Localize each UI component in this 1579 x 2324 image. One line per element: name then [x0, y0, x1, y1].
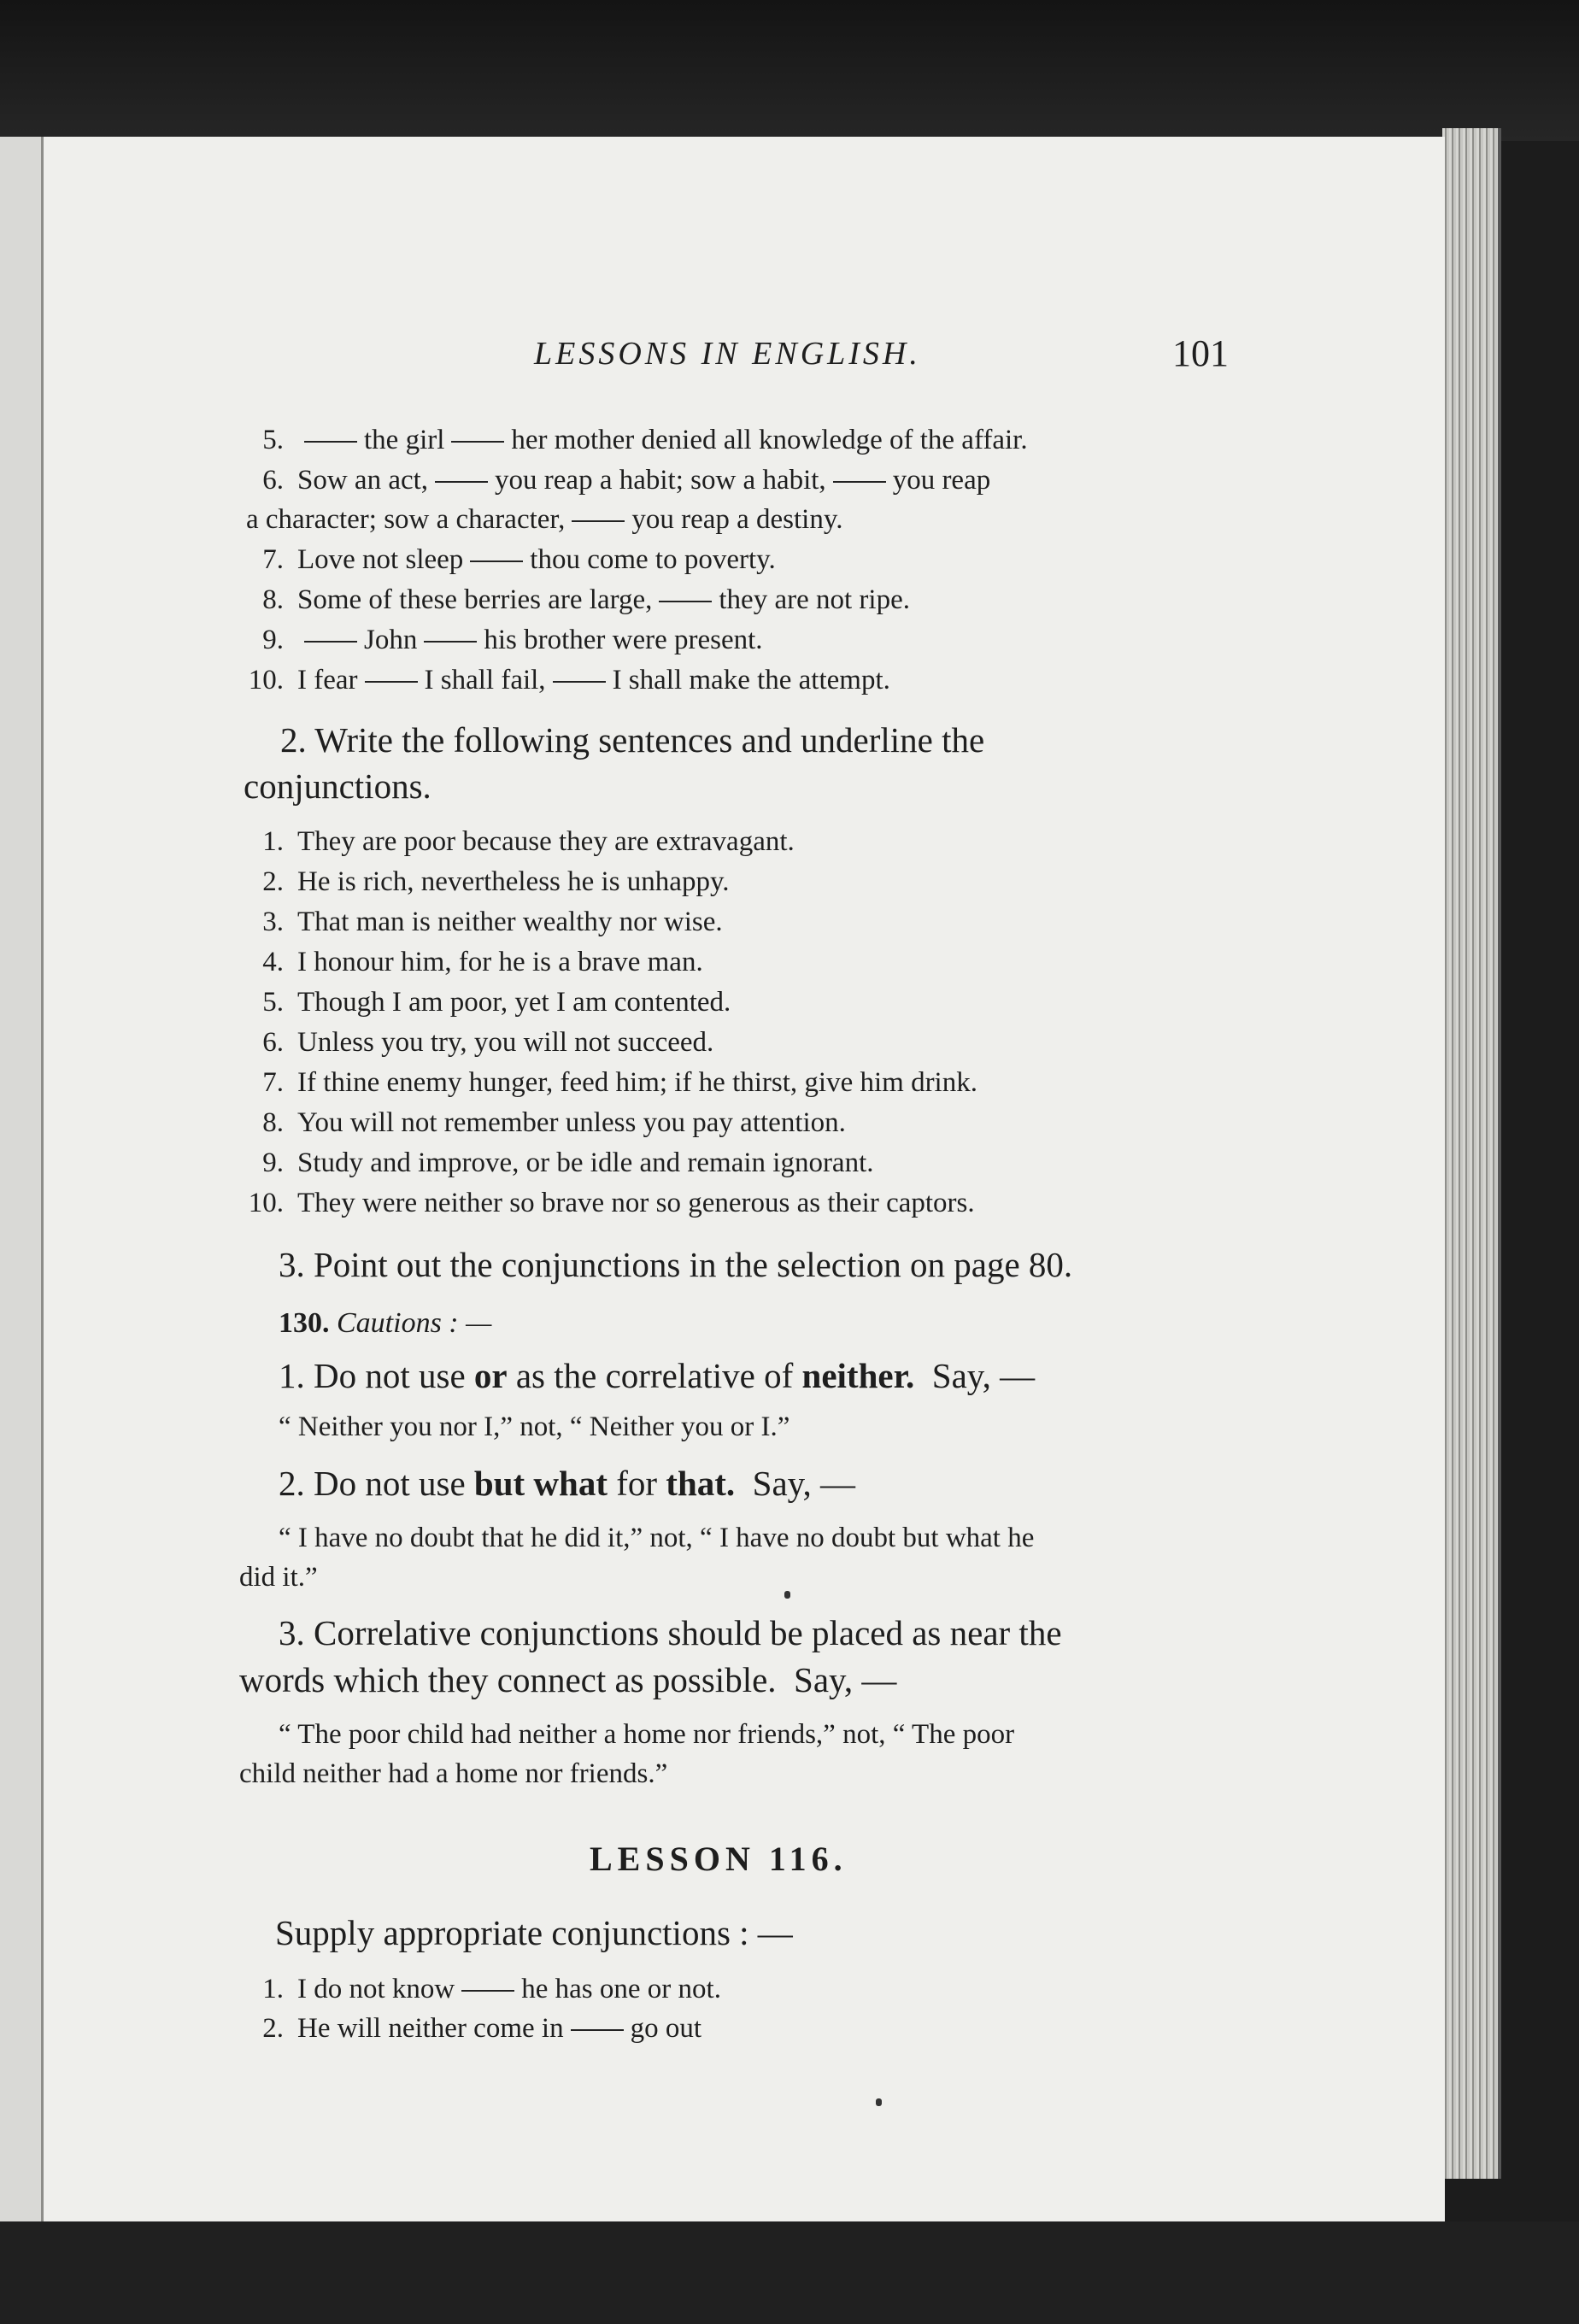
blank	[365, 681, 418, 683]
item-number: 3.	[262, 907, 284, 937]
item-number: 8.	[262, 584, 284, 615]
text: for	[607, 1464, 666, 1503]
caution-2	[279, 1461, 855, 1505]
left-page-edge	[0, 137, 44, 2221]
item-number: 9.	[262, 1147, 284, 1178]
background-bottom	[0, 2221, 1579, 2324]
list-item	[248, 985, 731, 1019]
ink-speck	[784, 1591, 790, 1599]
caution-1	[279, 1353, 1035, 1398]
list-item	[248, 1106, 846, 1140]
item-text: Some of these berries are large,	[297, 584, 653, 615]
blank	[304, 441, 357, 443]
item-text: a character; sow a character,	[246, 504, 566, 535]
text: Say, —	[914, 1356, 1036, 1395]
item-number: 6.	[262, 465, 284, 496]
item-text: they are not ripe.	[719, 584, 910, 615]
item-number: 4.	[262, 947, 284, 977]
running-header: LESSONS IN ENGLISH.	[534, 336, 921, 372]
item-text: You will not remember unless you pay attention.	[297, 1107, 846, 1138]
blank	[435, 481, 488, 483]
item-number: 7.	[262, 544, 284, 575]
text: Say, —	[735, 1464, 855, 1503]
item-text: his brother were present.	[484, 625, 763, 655]
item-number: 5.	[262, 987, 284, 1018]
blank	[451, 441, 504, 443]
item-number: 10.	[248, 1188, 284, 1218]
item-number: 7.	[262, 1067, 284, 1098]
list-item	[248, 2011, 701, 2045]
item-text: They are poor because they are extravagant.	[297, 826, 795, 857]
item-text: He will neither come in	[297, 2013, 564, 2044]
list-item	[248, 1025, 713, 1059]
item-text: you reap	[892, 465, 991, 496]
lesson-title: LESSON 116.	[590, 1840, 848, 1878]
section-number: 130.	[279, 1307, 330, 1339]
list-item	[248, 583, 910, 617]
item-number: 2.	[262, 2013, 284, 2044]
list-item	[248, 623, 763, 657]
caution-3-example: “ The poor child had neither a home nor friends,” not, “ The poor	[279, 1719, 1015, 1750]
item-number: 6.	[262, 1027, 284, 1058]
item-text: Though I am poor, yet I am contented.	[297, 987, 731, 1018]
cautions-heading	[279, 1307, 491, 1340]
item-number: 8.	[262, 1107, 284, 1138]
text: as the correlative of	[507, 1356, 802, 1395]
list-item	[248, 1146, 874, 1180]
item-text: That man is neither wealthy nor wise.	[297, 907, 723, 937]
caution-2-example: “ I have no doubt that he did it,” not, “ I have no doubt but what he	[279, 1523, 1035, 1553]
list-item	[248, 825, 795, 859]
list-item	[248, 663, 890, 697]
item-text: her mother denied all knowledge of the affair.	[511, 425, 1028, 455]
blank	[571, 2029, 624, 2031]
item-text: John	[364, 625, 418, 655]
item-text: They were neither so brave nor so generous as their captors.	[297, 1188, 975, 1218]
item-text: I honour him, for he is a brave man.	[297, 947, 703, 977]
exercise-2-heading: 2. Write the following sentences and underline the	[280, 720, 985, 760]
bold-term: but what	[473, 1464, 608, 1503]
item-text: you reap a habit; sow a habit,	[495, 465, 826, 496]
item-number: 9.	[262, 625, 284, 655]
background-top	[0, 0, 1579, 141]
item-text: the girl	[364, 425, 445, 455]
caution-3-cont: words which they connect as possible. Say, —	[239, 1660, 897, 1699]
list-item	[248, 423, 1028, 457]
item-text: He is rich, nevertheless he is unhappy.	[297, 866, 730, 897]
item-text: he has one or not.	[521, 1974, 721, 2004]
lesson-instruction: Supply appropriate conjunctions : —	[275, 1913, 793, 1952]
caution-1-example: “ Neither you nor I,” not, “ Neither you or I.”	[279, 1411, 790, 1442]
item-text: Sow an act,	[297, 465, 429, 496]
text: 2. Do not use	[279, 1464, 474, 1503]
list-item-continuation	[246, 502, 842, 537]
list-item	[248, 1065, 977, 1100]
bold-term: or	[473, 1356, 508, 1395]
item-text: I shall make the attempt.	[612, 665, 890, 695]
item-number: 10.	[248, 665, 284, 695]
blank	[659, 601, 712, 602]
item-number: 1.	[262, 1974, 284, 2004]
exercise-3-heading: 3. Point out the conjunctions in the selection on page 80.	[279, 1245, 1073, 1284]
item-text: If thine enemy hunger, feed him; if he thirst, give him drink.	[297, 1067, 977, 1098]
blank	[553, 681, 606, 683]
item-text: you reap a destiny.	[631, 504, 843, 535]
blank	[461, 1990, 514, 1992]
list-item	[248, 865, 730, 899]
item-number: 1.	[262, 826, 284, 857]
blank	[424, 641, 477, 643]
list-item	[248, 463, 990, 497]
list-item	[248, 543, 776, 577]
text: 1. Do not use	[279, 1356, 474, 1395]
blank	[470, 560, 523, 562]
list-item	[248, 1972, 721, 2006]
item-text: go out	[630, 2013, 701, 2044]
item-text: Love not sleep	[297, 544, 464, 575]
item-text: I fear	[297, 665, 358, 695]
item-text: Unless you try, you will not succeed.	[297, 1027, 714, 1058]
blank	[833, 481, 886, 483]
item-number: 5.	[262, 425, 284, 455]
exercise-2-heading-cont: conjunctions.	[244, 766, 431, 806]
ink-speck	[876, 2098, 882, 2106]
item-text: I shall fail,	[424, 665, 546, 695]
item-number: 2.	[262, 866, 284, 897]
page-number: 101	[1172, 332, 1229, 374]
bold-term: neither.	[801, 1356, 915, 1395]
blank	[572, 520, 625, 522]
bold-term: that.	[666, 1464, 736, 1503]
item-text: Study and improve, or be idle and remain ignorant.	[297, 1147, 874, 1178]
item-text: thou come to poverty.	[530, 544, 776, 575]
caution-3-example-cont: child neither had a home nor friends.”	[239, 1758, 668, 1789]
caution-3: 3. Correlative conjunctions should be placed as near the	[279, 1613, 1062, 1652]
blank	[304, 641, 357, 643]
section-title: Cautions : —	[337, 1307, 492, 1339]
list-item	[248, 945, 703, 979]
page-edges	[1442, 128, 1501, 2179]
list-item	[248, 1186, 975, 1220]
caution-2-example-cont: did it.”	[239, 1562, 318, 1593]
list-item	[248, 905, 723, 939]
item-text: I do not know	[297, 1974, 455, 2004]
